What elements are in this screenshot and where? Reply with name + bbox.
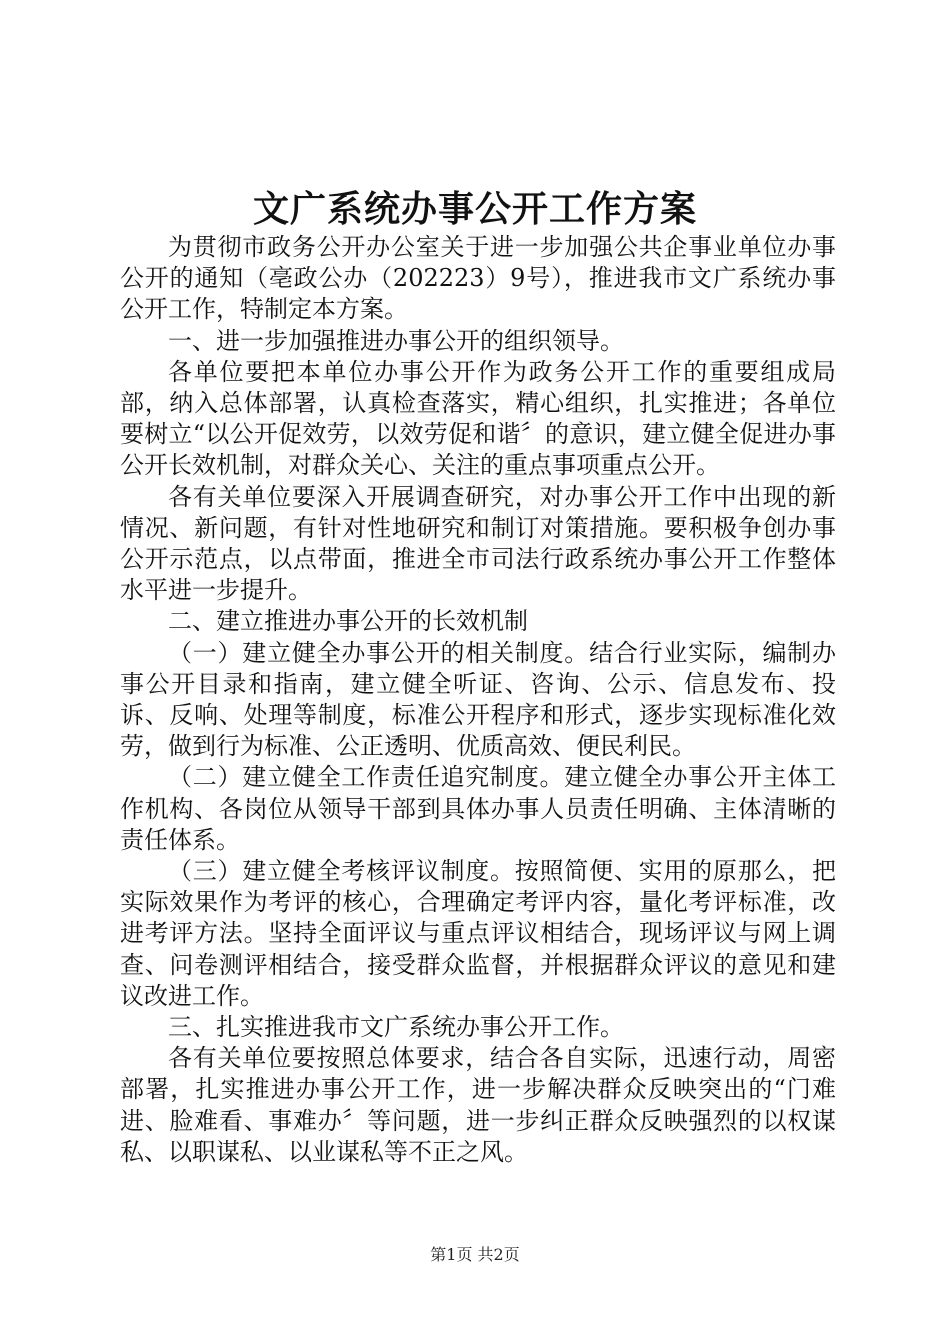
section-heading-2: 二、建立推进办事公开的长效机制	[168, 607, 528, 636]
intro-paragraph: 为贯彻市政务公开办公室关于进一步加强公共企事业单位办事公开的通知（亳政公办（202223）9号），推进我市文广系统办事公开工作，特制定本方案。	[120, 233, 836, 324]
body-paragraph: 各有关单位要深入开展调查研究，对办事公开工作中出现的新情况、新问题，有针对性地研究和制订对策措施。要积极争创办事公开示范点，以点带面，推进全市司法行政系统办事公开工作整体水平进一步提升。	[120, 482, 836, 605]
body-paragraph: 各有关单位要按照总体要求，结合各自实际，迅速行动，周密部署，扎实推进办事公开工作，进一步解决群众反映突出的“门难进、脸难看、事难办〞等问题，进一步纠正群众反映强烈的以权谋私、以职谋私、以业谋私等不正之风。	[120, 1044, 836, 1166]
subsection-paragraph-3: （三）建立健全考核评议制度。按照简便、实用的原那么，把实际效果作为考评的核心，合理确定考评内容，量化考评标准，改进考评方法。坚持全面评议与重点评议相结合，现场评议与网上调查、问卷测评相结合，接受群众监督，并根据群众评议的意见和建议改进工作。	[120, 857, 836, 1010]
subsection-paragraph-2: （二）建立健全工作责任追究制度。建立健全办事公开主体工作机构、各岗位从领导干部到具体办事人员责任明确、主体清晰的责任体系。	[120, 763, 836, 854]
document-title: 文广系统办事公开工作方案	[252, 188, 697, 230]
section-heading-1: 一、进一步加强推进办事公开的组织领导。	[168, 326, 624, 355]
body-paragraph: 各单位要把本单位办事公开作为政务公开工作的重要组成局部，纳入总体部署，认真检查落实，精心组织，扎实推进；各单位要树立“以公开促效劳，以效劳促和谐〞的意识，建立健全促进办事公开长效机制，对群众关心、关注的重点事项重点公开。	[120, 357, 836, 480]
document-body	[120, 232, 836, 1168]
section-heading-3: 三、扎实推进我市文广系统办事公开工作。	[168, 1013, 624, 1042]
subsection-paragraph-1: （一）建立健全办事公开的相关制度。结合行业实际，编制办事公开目录和指南，建立健全听证、咨询、公示、信息发布、投诉、反响、处理等制度，标准公开程序和形式，逐步实现标准化效劳，做到行为标准、公正透明、优质高效、便民利民。	[120, 638, 836, 761]
page-footer: 第1页 共2页	[430, 1245, 520, 1264]
